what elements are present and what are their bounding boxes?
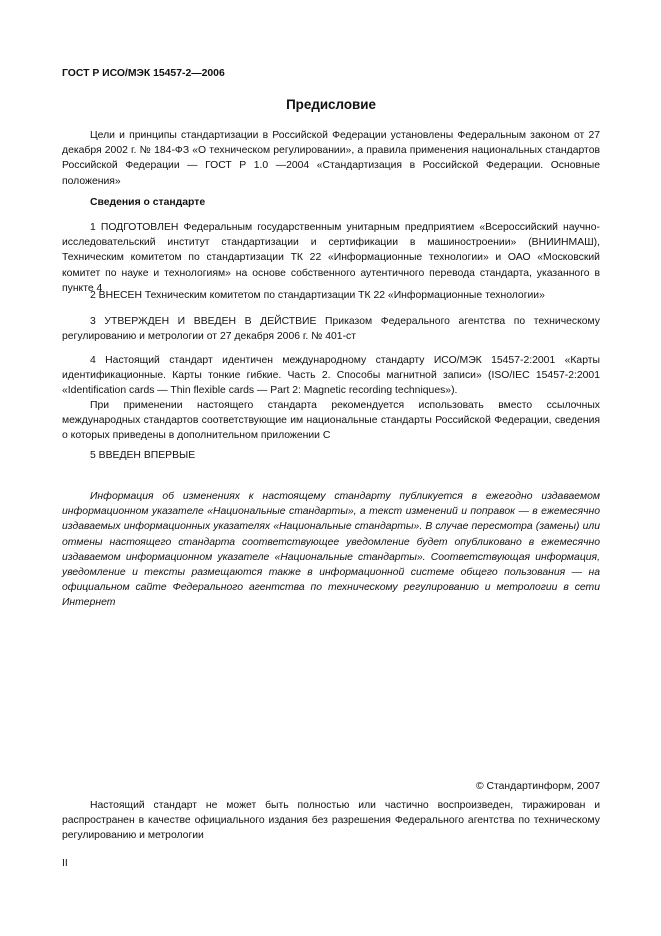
- standard-info-item-5: 5 ВВЕДЕН ВПЕРВЫЕ: [90, 450, 196, 461]
- page-title: Предисловие: [286, 97, 376, 112]
- page-number: II: [62, 858, 68, 869]
- intro-paragraph: Цели и принципы стандартизации в Российской Федерации установлены Федеральным законом от 27 декабря 2002 г. № 184-ФЗ «О техническом регулировании», а правила применения национальных стандартов Российской Федерации — ГОСТ Р 1.0 —2004 «Стандартизация в Российской Федерации. Основные положения»: [62, 130, 600, 187]
- standard-info-item-1: 1 ПОДГОТОВЛЕН Федеральным государственным унитарным предприятием «Всероссийский научно-исследовательский институт стандартизации и сертификации в машиностроении» (ВНИИНМАШ), Техническим комитетом по стандартизации ТК 22 «Информационные технологии» и ОАО «Московский комитет по науке и технологиям» на основе собственного аутентичного перевода стандарта, указанного в пункте 4: [62, 222, 600, 294]
- document-code-header: ГОСТ Р ИСО/МЭК 15457-2—2006: [62, 68, 225, 79]
- standard-info-item-4-note: При применении настоящего стандарта рекомендуется использовать вместо ссылочных международных стандартов соответствующие им национальные стандарты Российской Федерации, сведения о которых приведены в дополнительном приложении С: [62, 400, 600, 442]
- reproduction-notice: Настоящий стандарт не может быть полностью или частично воспроизведен, тиражирован и распространен в качестве официального издания без разрешения Федерального агентства по техническому регулированию и метрологии: [62, 800, 600, 842]
- standard-info-heading: Сведения о стандарте: [90, 197, 206, 208]
- changes-info-paragraph: Информация об изменениях к настоящему стандарту публикуется в ежегодно издаваемом информационном указателе «Национальные стандарты», а текст изменений и поправок — в ежемесячно издаваемых информационных указателях «Национальные стандарты». В случае пересмотра (замены) или отмены настоящего стандарта соответствующее уведомление будет опубликовано в ежемесячно издаваемом информационном указателе «Национальные стандарты». Соответствующая информация, уведомление и тексты размещаются также в информационной системе общего пользования — на официальном сайте Федерального агентства по техническому регулированию и метрологии в сети Интернет: [62, 491, 600, 609]
- copyright-line: © Стандартинформ, 2007: [475, 781, 600, 792]
- standard-info-item-3: 3 УТВЕРЖДЕН И ВВЕДЕН В ДЕЙСТВИЕ Приказом Федерального агентства по техническому регулированию и метрологии от 27 декабря 2006 г. № 401-ст: [62, 316, 600, 343]
- standard-info-item-2: 2 ВНЕСЕН Техническим комитетом по стандартизации ТК 22 «Информационные технологии»: [90, 290, 545, 301]
- standard-info-item-4: 4 Настоящий стандарт идентичен международному стандарту ИСО/МЭК 15457-2:2001 «Карты идентификационные. Карты тонкие гибкие. Часть 2. Способы магнитной записи» (ISO/IEC 15457-2:2001 «Identification cards — Thin flexible cards — Part 2: Magnetic recording techniques»).: [62, 355, 600, 397]
